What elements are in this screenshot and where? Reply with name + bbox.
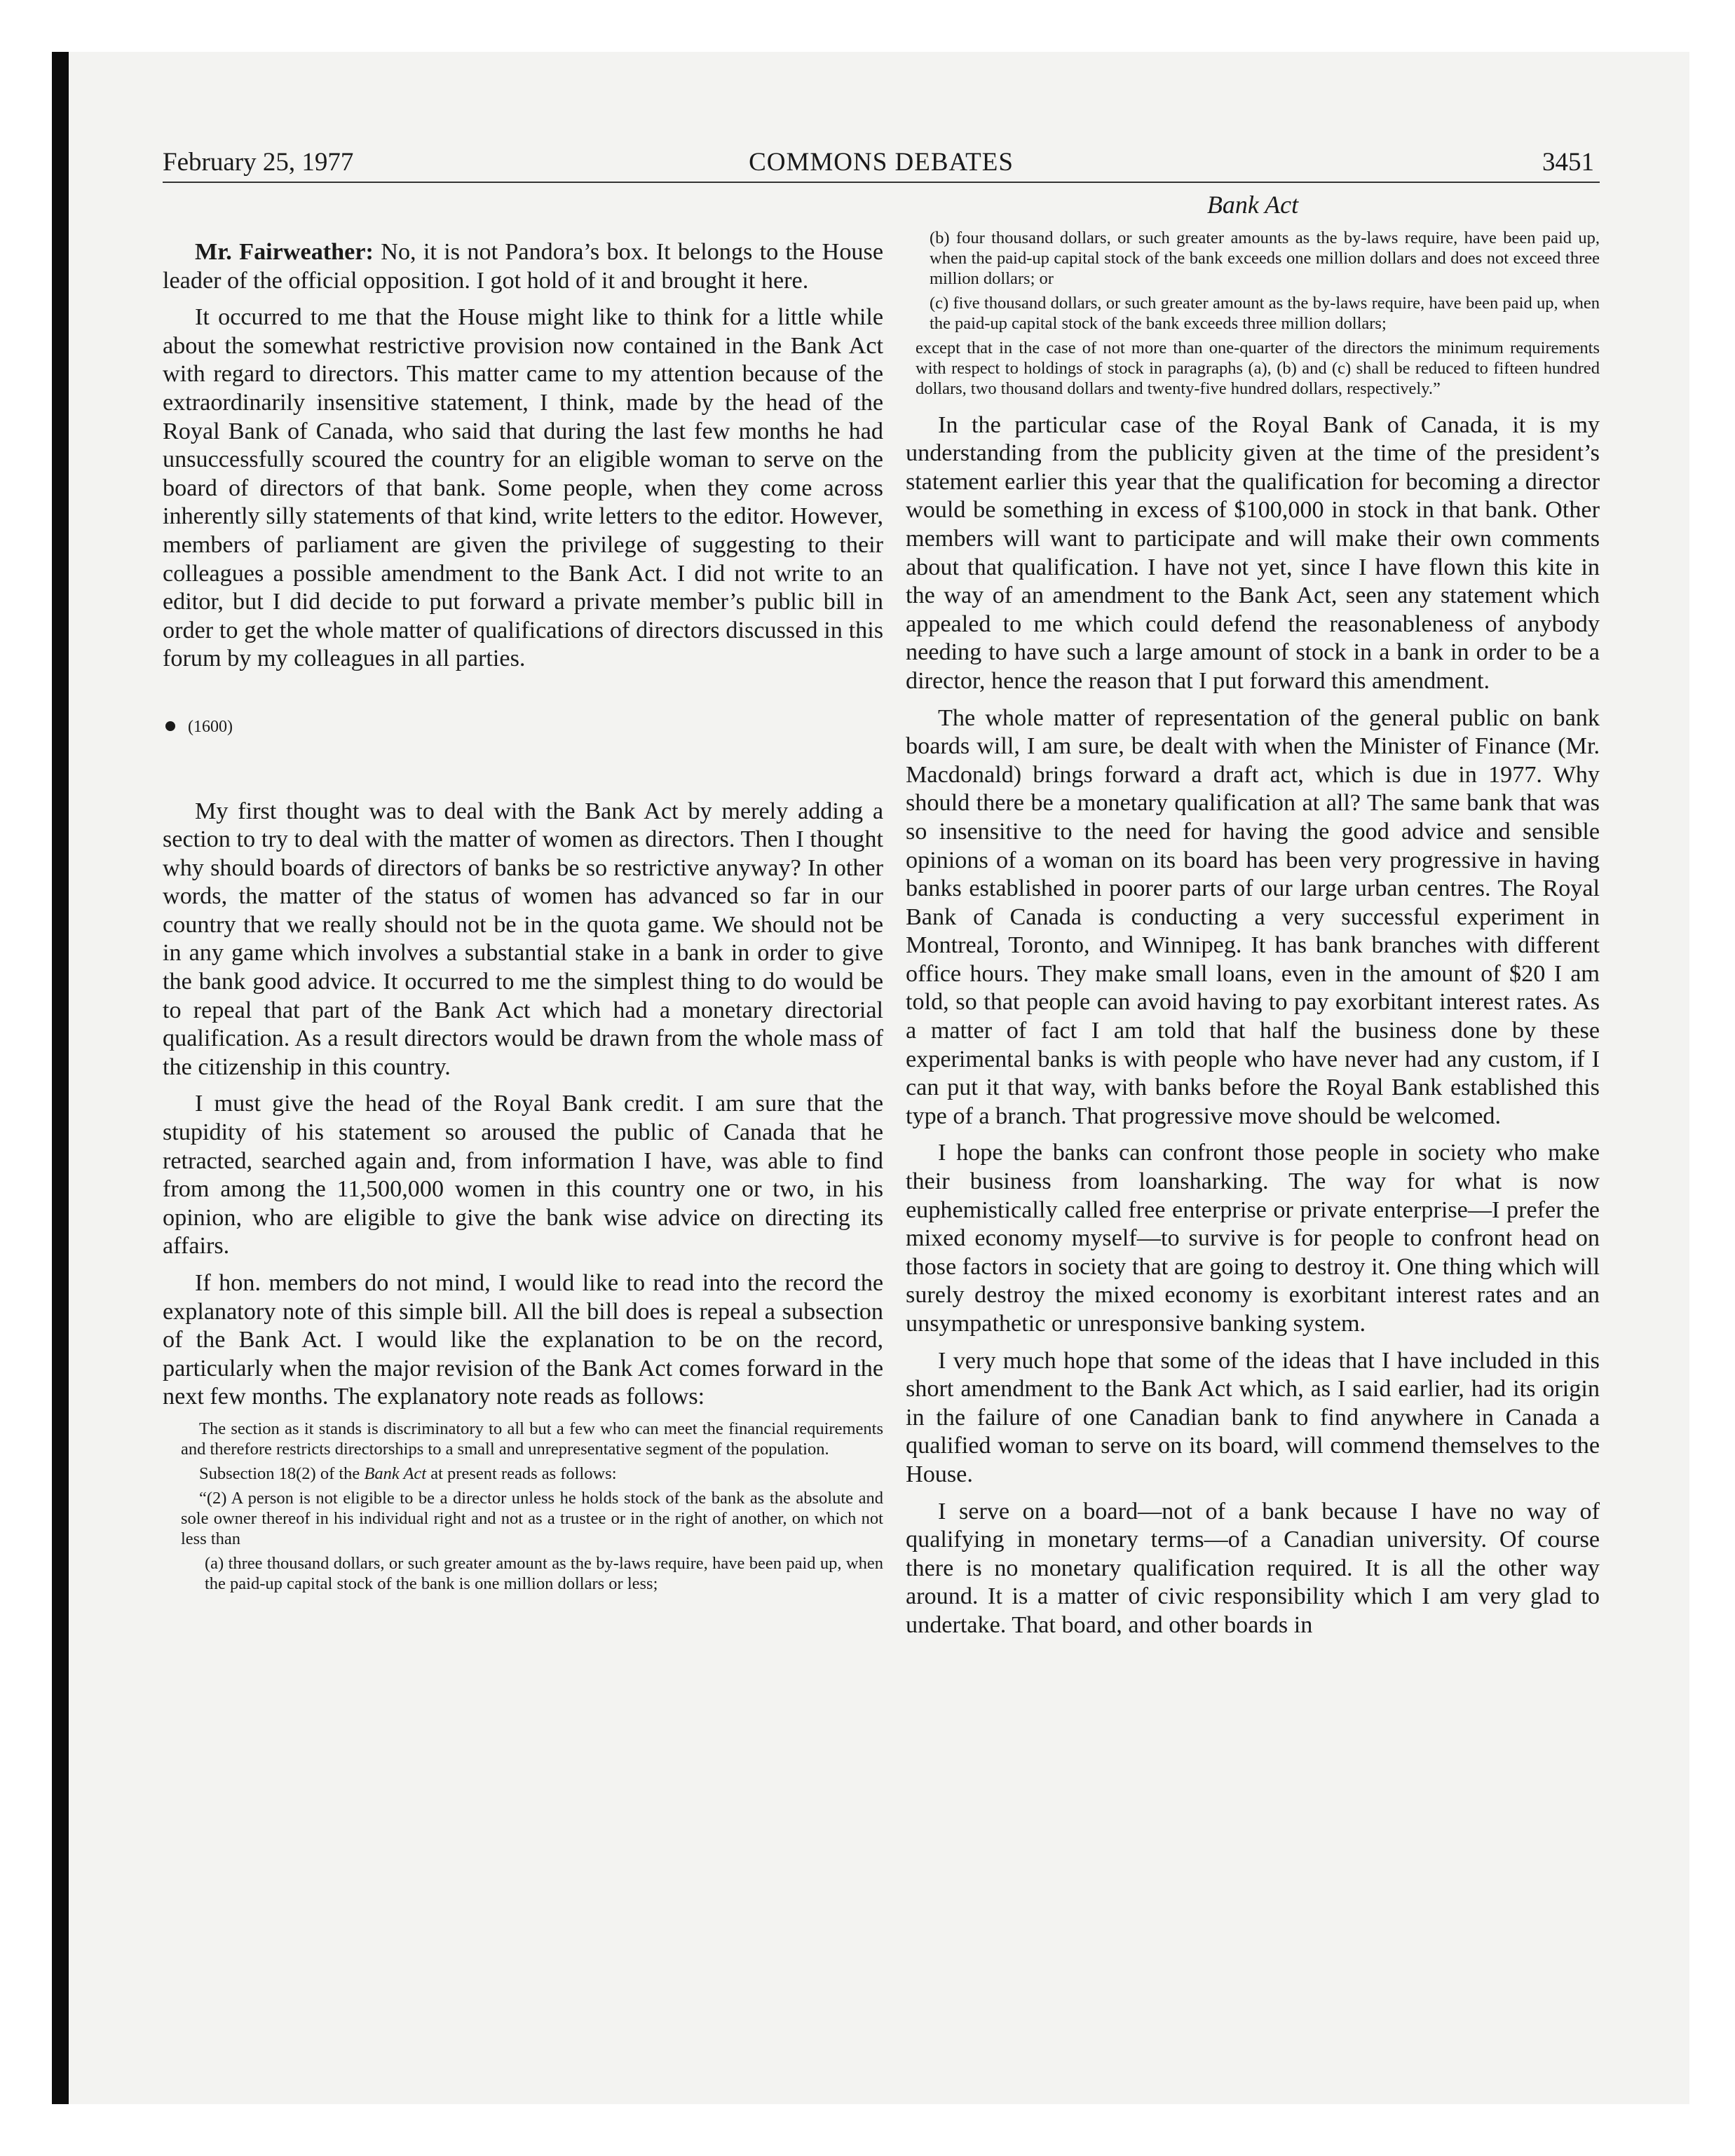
time-marker <box>165 713 883 742</box>
quote-text: at present reads as follows: <box>426 1464 617 1483</box>
right-column <box>906 189 1600 1640</box>
quote-explanatory-note: The section as it stands is discriminatory to all but a few who can meet the financial requirements and therefore restricts directorships to a small and unrepresentative segment of the population. <box>181 1419 883 1459</box>
quote-subsection-2: “(2) A person is not eligible to be a director unless he holds stock of the bank as the absolute and sole owner thereof in his individual right and not as a trustee or in the right of another, on which not less than <box>181 1488 883 1548</box>
paragraph-royal-bank-credit: I must give the head of the Royal Bank credit. I am sure that the stupidity of his statement so aroused the public of Canada that he retracted, searched again and, from information I have, was able to find from among the 11,500,000 women in this country one or two, in his opinion, who are eligible to give the bank wise advice on directing its affairs. <box>163 1091 883 1260</box>
paragraph-commend-house: I very much hope that some of the ideas that I have included in this short amendment to the Bank Act which, as I said earlier, had its origin in the failure of one Canadian bank to find anywhere in Canada a qualified woman to serve on its board, will commend themselves to the House. <box>906 1347 1600 1487</box>
page-header <box>163 144 1600 183</box>
paragraph-explanatory-note: If hon. members do not mind, I would like to read into the record the explanatory note of this simple bill. All the bill does is repeal a subsection of the Bank Act. I would like the explanation to be on the record, particularly when the major revision of the Bank Act comes forward in the next few months. The explanatory note reads as follows: <box>163 1270 883 1410</box>
quote-clause-c: (c) five thousand dollars, or such greater amount as the by-laws require, have been paid up, when the paid-up capital stock of the bank exceeds three million dollars; <box>930 293 1600 333</box>
paragraph-restrictive-provision: It occurred to me that the House might like to think for a little while about the somewhat restrictive provision now contained in the Bank Act with regard to directors. This matter came to my attention because of the extraordinarily insensitive statement, I think, made by the head of the Royal Bank of Canada, who said that during the last few months he had unsuccessfully scoured the country for an eligible woman to serve on the board of directors of that bank. Some people, when they come across inherently silly statements of that kind, write letters to the editor. However, members of parliament are given the privilege of suggesting to their colleagues a possible amendment to the Bank Act. I did not write to an editor, but I did decide to put forward a private member’s public bill in order to get the whole matter of qualifications of directors discussed in this forum by my colleagues in all parties. <box>163 304 883 672</box>
header-date: February 25, 1977 <box>163 148 354 177</box>
header-page-number: 3451 <box>1542 148 1594 177</box>
quote-text: Subsection 18(2) of the <box>199 1464 365 1483</box>
paragraph-first-thought: My first thought was to deal with the Bank Act by merely adding a section to try to deal with the matter of women as directors. Then I thought why should boards of directors of banks be so restrictive anyway? In other words, the matter of the status of women has advanced so far in our country that we really should not be in the quota game. We should not be in any game which involves a substantial stake in a bank in order to give the bank good advice. It occurred to me the simplest thing to do would be to repeal that part of the Bank Act which had a monetary directorial qualification. As a result directors would be drawn from the whole mass of the citizenship in this country. <box>163 798 883 1080</box>
paragraph-representation: The whole matter of representation of the general public on bank boards will, I am sure, be dealt with when the Minister of Finance (Mr. Macdonald) brings forward a draft act, which is due in 1977. Why should there be a monetary qualification at all? The same bank that was so insensitive to the need for having the good advice and sensible opinions of a woman on its board has been very progressive in having banks established in poorer parts of our large urban centres. The Royal Bank of Canada is conducting a very successful experiment in Montreal, Toronto, and Winnipeg. It has bank branches with different office hours. They make small loans, even in the amount of $20 I am told, so that people can avoid having to pay exorbitant interest rates. As a matter of fact I am told that half the business done by these experimental banks is with people who have never had any custom, if I can put it that way, with banks before the Royal Bank established this type of a branch. That progressive move should be welcomed. <box>906 704 1600 1129</box>
quote-except-clause: except that in the case of not more than one-quarter of the directors the minimum requirements with respect to holdings of stock in paragraphs (a), (b) and (c) shall be reduced to fifteen hundred dollars, two thousand dollars and twenty-five hundred dollars, respectively.” <box>916 338 1600 398</box>
time-marker-text: (1600) <box>188 717 233 736</box>
paragraph-university-board: I serve on a board—not of a bank because I have no way of qualifying in monetary terms—of a Canadian university. Of course there is no monetary qualification required. It is all the other way around. It is a matter of civic responsibility which I am very glad to undertake. That board, and other boards in <box>906 1498 1600 1638</box>
paragraph-fairweather-reply <box>163 238 883 295</box>
scan-edge-shadow <box>52 52 69 2104</box>
quote-clause-a: (a) three thousand dollars, or such greater amount as the by-laws require, have been paid up, when the paid-up capital stock of the bank is one million dollars or less; <box>205 1553 883 1593</box>
paragraph-loansharking: I hope the banks can confront those people in society who make their business from loansharking. The way for what is now euphemistically called free enterprise or private enterprise—I prefer the mixed economy myself—to survive is for people to confront head on those factors in society that are going to destroy it. One thing which will surely destroy the mixed economy is exorbitant interest rates and an unsympathetic or unresponsive banking system. <box>906 1140 1600 1337</box>
quote-clause-b: (b) four thousand dollars, or such greater amounts as the by-laws require, have been paid up, when the paid-up capital stock of the bank exceeds one million dollars and does not exceed three million dollars; or <box>930 228 1600 288</box>
running-head: Bank Act <box>1206 191 1299 219</box>
paragraph-text: No, it is not Pandora’s box. It belongs to the House leader of the official opposition. I got hold of it and brought it here. <box>163 239 883 294</box>
paragraph-royal-bank-qualification: In the particular case of the Royal Bank of Canada, it is my understanding from the publicity given at the time of the president’s statement earlier this year that the qualification for becoming a director would be something in excess of $100,000 in stock in that bank. Other members will want to participate and will make their own comments about that qualification. I have not yet, since I have flown this kite in the way of an amendment to the Bank Act, seen any statement which appealed to me which could defend the reasonableness of anybody needing to have such a large amount of stock in a bank in order to be a director, hence the reason that I put forward this amendment. <box>906 411 1600 694</box>
quote-italic-act: Bank Act <box>364 1464 427 1483</box>
speaker-name: Mr. Fairweather: <box>195 239 374 265</box>
bullet-icon <box>165 721 175 731</box>
header-publication: COMMONS DEBATES <box>749 148 1014 177</box>
left-column <box>163 189 883 1594</box>
quote-subsection-intro <box>181 1464 883 1484</box>
